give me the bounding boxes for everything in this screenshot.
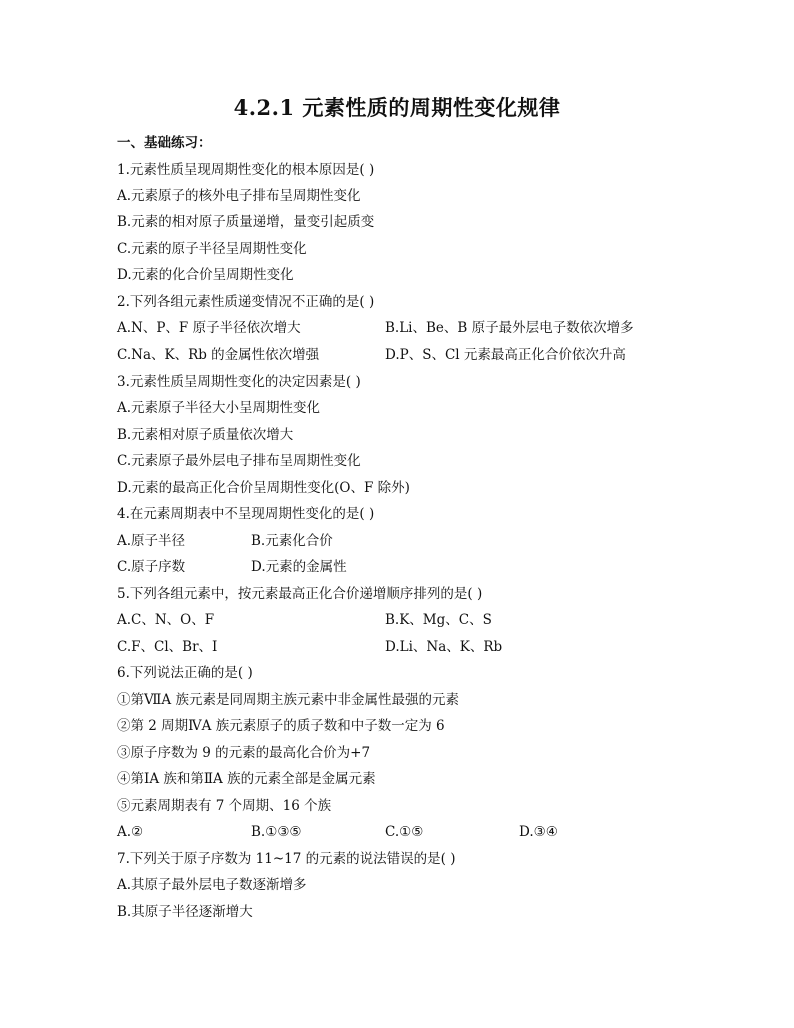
q6-option-b: B.①③⑤ bbox=[251, 824, 302, 840]
q6-statement-2: ②第 2 周期ⅣA 族元素原子的质子数和中子数一定为 6 bbox=[117, 718, 445, 734]
q2-option-c: C.Na、K、Rb 的金属性依次增强 bbox=[117, 347, 320, 363]
q4-option-d: D.元素的金属性 bbox=[251, 559, 347, 575]
q1-option-b: B.元素的相对原子质量递增，量变引起质变 bbox=[117, 214, 375, 230]
q6-stem: 6.下列说法正确的是( ) bbox=[117, 665, 253, 681]
q6-statement-5: ⑤元素周期表有 7 个周期、16 个族 bbox=[117, 798, 332, 814]
q7-stem: 7.下列关于原子序数为 11~17 的元素的说法错误的是( ) bbox=[117, 851, 456, 867]
q2-option-a: A.N、P、F 原子半径依次增大 bbox=[117, 320, 301, 336]
q2-option-b: B.Li、Be、B 原子最外层电子数依次增多 bbox=[385, 320, 634, 336]
q5-option-c: C.F、Cl、Br、I bbox=[117, 639, 218, 655]
q5-stem: 5.下列各组元素中，按元素最高正化合价递增顺序排列的是( ) bbox=[117, 586, 483, 602]
q6-statement-3: ③原子序数为 9 的元素的最高化合价为+7 bbox=[117, 745, 371, 761]
q7-option-b: B.其原子半径逐渐增大 bbox=[117, 904, 253, 920]
q5-option-a: A.C、N、O、F bbox=[117, 612, 215, 628]
q1-stem: 1.元素性质呈现周期性变化的根本原因是( ) bbox=[117, 162, 375, 178]
q6-option-d: D.③④ bbox=[519, 824, 558, 840]
section-heading: 一、基础练习： bbox=[117, 135, 212, 151]
q5-option-d: D.Li、Na、K、Rb bbox=[385, 639, 503, 655]
q4-option-b: B.元素化合价 bbox=[251, 533, 333, 549]
q3-option-c: C.元素原子最外层电子排布呈周期性变化 bbox=[117, 453, 361, 469]
q4-option-a: A.原子半径 bbox=[117, 533, 186, 549]
q6-option-c: C.①⑤ bbox=[385, 824, 424, 840]
q6-statement-4: ④第ⅠA 族和第ⅡA 族的元素全部是金属元素 bbox=[117, 771, 376, 787]
q3-option-d: D.元素的最高正化合价呈周期性变化(O、F 除外) bbox=[117, 480, 410, 496]
q5-option-b: B.K、Mg、C、S bbox=[385, 612, 492, 628]
q3-stem: 3.元素性质呈周期性变化的决定因素是( ) bbox=[117, 374, 361, 390]
q3-option-b: B.元素相对原子质量依次增大 bbox=[117, 427, 294, 443]
q6-option-a: A.② bbox=[117, 824, 144, 840]
q2-option-d: D.P、S、Cl 元素最高正化合价依次升高 bbox=[385, 347, 626, 363]
q1-option-a: A.元素原子的核外电子排布呈周期性变化 bbox=[117, 188, 361, 204]
q2-stem: 2.下列各组元素性质递变情况不正确的是( ) bbox=[117, 294, 375, 310]
q7-option-a: A.其原子最外层电子数逐渐增多 bbox=[117, 877, 307, 893]
q1-option-d: D.元素的化合价呈周期性变化 bbox=[117, 267, 294, 283]
q3-option-a: A.元素原子半径大小呈周期性变化 bbox=[117, 400, 321, 416]
q4-option-c: C.原子序数 bbox=[117, 559, 186, 575]
q4-stem: 4.在元素周期表中不呈现周期性变化的是( ) bbox=[117, 506, 375, 522]
page-title: 4.2.1 元素性质的周期性变化规律 bbox=[233, 95, 561, 120]
q6-statement-1: ①第ⅦA 族元素是同周期主族元素中非金属性最强的元素 bbox=[117, 692, 459, 708]
q1-option-c: C.元素的原子半径呈周期性变化 bbox=[117, 241, 307, 257]
